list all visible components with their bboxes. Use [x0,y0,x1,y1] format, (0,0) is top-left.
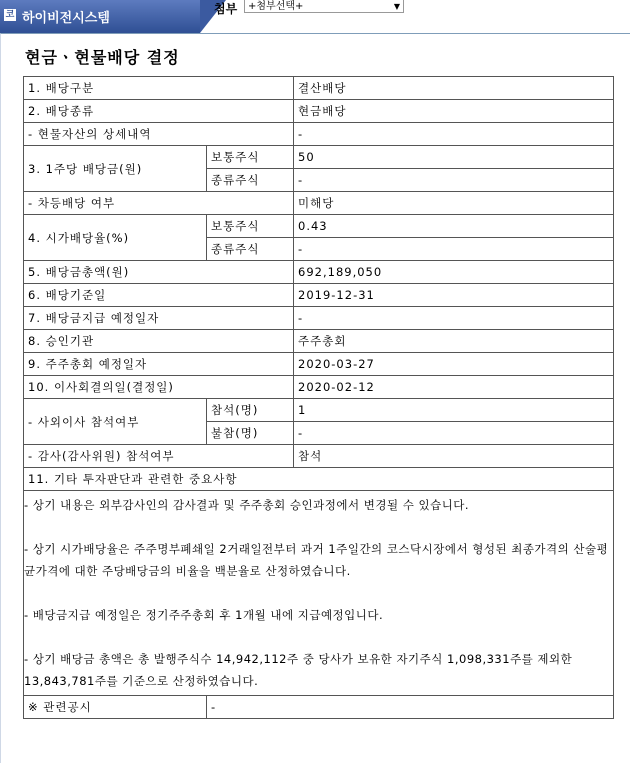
table-row [24,261,614,284]
table-row [24,100,614,123]
row-label: 8. 승인기관 [24,330,294,353]
row-value: 50 [294,146,614,169]
row-value: 2020-02-12 [294,376,614,399]
row-value: - [294,422,614,445]
attach-select[interactable] [244,0,404,13]
attach-label: 첨부 [214,2,238,16]
row-label: 5. 배당금총액(원) [24,261,294,284]
row-value: - [294,238,614,261]
dropdown-arrow-icon[interactable]: ▼ [393,2,400,11]
row-value: - [207,696,614,719]
page-title: 현금ㆍ현물배당 결정 [25,48,180,67]
logo-icon: 코 [5,10,15,20]
table-row [24,696,614,719]
row-label: 3. 1주당 배당금(원) [24,146,207,192]
row-value: 현금배당 [294,100,614,123]
table-row [24,215,614,238]
note-text: - 상기 내용은 외부감사인의 감사결과 및 주주총회 승인과정에서 변경될 수 있습니다. [24,498,470,512]
notes-cell [24,491,614,696]
row-label: 4. 시가배당율(%) [24,215,207,261]
row-sublabel: 보통주식 [207,215,294,238]
row-value: 2020-03-27 [294,353,614,376]
table-row [24,399,614,422]
row-label: 1. 배당구분 [24,77,294,100]
row-label: - 현물자산의 상세내역 [24,123,294,146]
row-value: 주주총회 [294,330,614,353]
app-name: 하이비전시스템 [22,11,110,26]
row-label: 6. 배당기준일 [24,284,294,307]
table-row [24,491,614,696]
table-row [24,192,614,215]
row-label: ※ 관련공시 [24,696,207,719]
row-label: 10. 이사회결의일(결정일) [24,376,294,399]
table-row [24,146,614,169]
row-sublabel: 종류주식 [207,169,294,192]
row-value: 결산배당 [294,77,614,100]
table-row [24,284,614,307]
note-text: - 상기 배당금 총액은 총 발행주식수 14,942,112주 중 당사가 보유한 자기주식 1,098,331주를 제외한 13,843,781주를 기준으로 산정하였습니다. [24,652,573,688]
row-label: - 감사(감사위원) 참석여부 [24,445,294,468]
row-value: 미해당 [294,192,614,215]
table-row [24,330,614,353]
note-text: - 배당금지급 예정일은 정기주주총회 후 1개월 내에 지급예정입니다. [24,608,384,622]
row-value: - [294,169,614,192]
top-bar [0,0,630,33]
row-value: 참석 [294,445,614,468]
row-value: 2019-12-31 [294,284,614,307]
row-sublabel: 참석(명) [207,399,294,422]
row-label: 9. 주주총회 예정일자 [24,353,294,376]
row-value: - [294,307,614,330]
table-row [24,307,614,330]
row-label: 11. 기타 투자판단과 관련한 중요사항 [24,468,614,491]
table-row [24,353,614,376]
table-row [24,123,614,146]
note-text: - 상기 시가배당율은 주주명부폐쇄일 2거래일전부터 과거 1주일간의 코스닥시장에서 형성된 최종가격의 산술평균가격에 대한 주당배당금의 비율을 백분율로 산정하였습니다. [24,542,609,578]
row-label: 7. 배당금지급 예정일자 [24,307,294,330]
dividend-table [23,76,614,719]
row-value: 692,189,050 [294,261,614,284]
table-row [24,468,614,491]
row-sublabel: 종류주식 [207,238,294,261]
row-label: - 차등배당 여부 [24,192,294,215]
row-value: 0.43 [294,215,614,238]
row-sublabel: 불참(명) [207,422,294,445]
row-value: 1 [294,399,614,422]
table-row [24,445,614,468]
app-logo[interactable] [0,0,200,33]
row-sublabel: 보통주식 [207,146,294,169]
table-row [24,77,614,100]
row-label: - 사외이사 참석여부 [24,399,207,445]
row-value: - [294,123,614,146]
table-row [24,376,614,399]
attach-select-value: +첨부선택+ [248,1,304,12]
row-label: 2. 배당종류 [24,100,294,123]
